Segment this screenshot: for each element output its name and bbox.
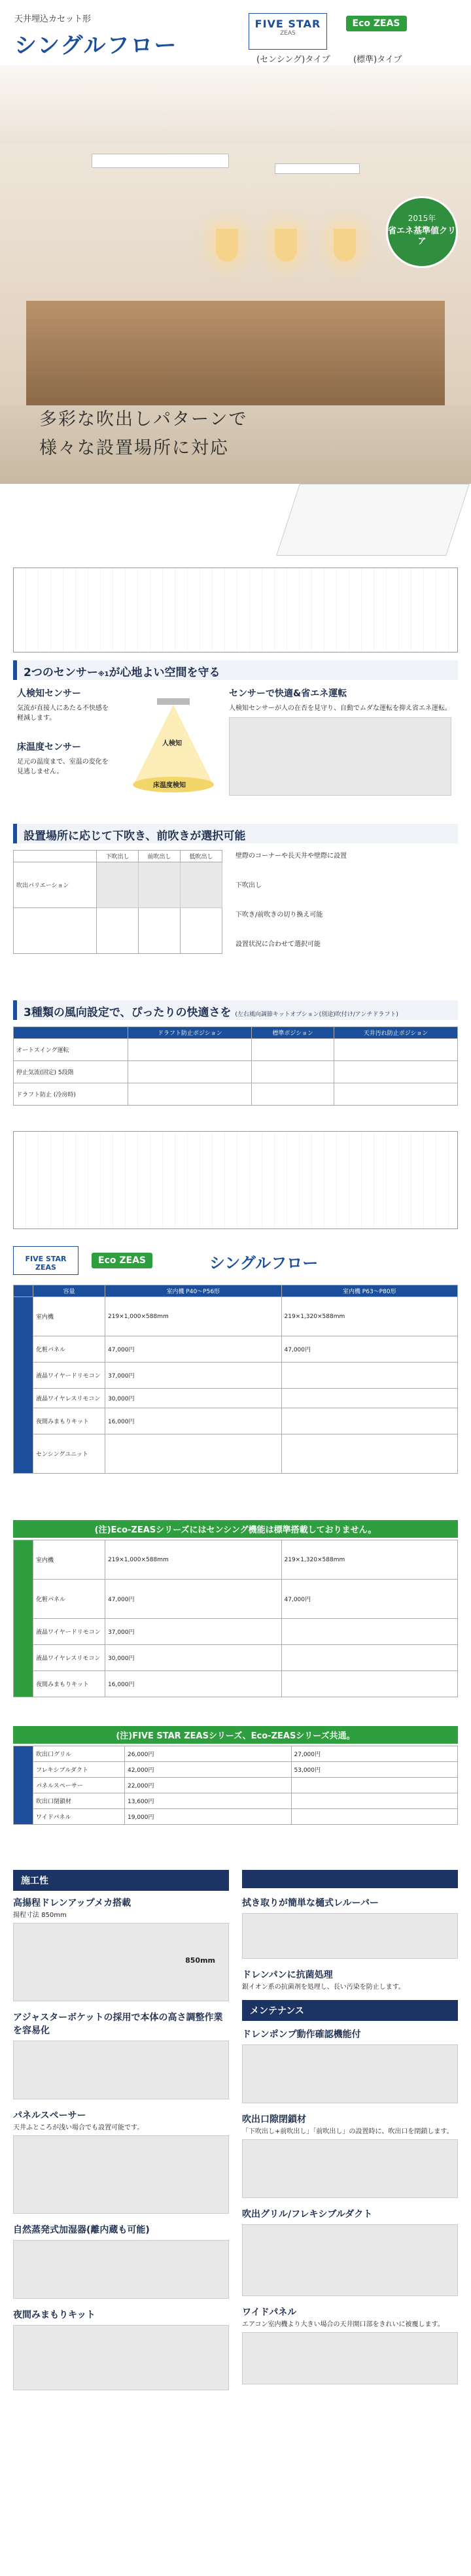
pocket-diagram <box>13 2041 229 2099</box>
direction-table <box>13 850 222 954</box>
flex-diagram <box>242 2224 458 2296</box>
function-grid <box>13 568 458 652</box>
airflow-table <box>13 1026 458 1106</box>
eco-price1a: 47,000円 <box>105 1580 282 1619</box>
opt-pa: 26,000円 <box>125 1746 292 1762</box>
eco-price1b: 47,000円 <box>281 1580 458 1619</box>
spec-header <box>13 1242 458 1281</box>
pendant-lamp <box>216 229 238 262</box>
eco-row-wireless: 液晶ワイヤレスリモコン <box>33 1645 105 1671</box>
ceiling-unit-1 <box>92 154 229 168</box>
eco-zeas-logo <box>340 13 412 50</box>
pt-row-night: 夜間みまもりキット <box>33 1408 105 1434</box>
human-sensor-title: 人検知センサー <box>17 688 81 699</box>
airflow-col-c: 天井汚れ防止ポジション <box>334 1027 458 1039</box>
pt-price3: 30,000円 <box>105 1389 282 1408</box>
pendant-lamp <box>275 229 297 262</box>
pt-capacity: 容量 <box>33 1285 105 1297</box>
auto-title: 自然蒸発式加湿器(離内蔵も可能) <box>13 2225 150 2235</box>
night-diagram <box>13 2325 229 2390</box>
badge-text: 省エネ基準値クリア <box>388 226 457 246</box>
opt-pb: 42,000円 <box>125 1762 292 1778</box>
direction-text-a: 壁際のコーナーや長天井や壁際に設置 <box>236 853 347 860</box>
pt-p63: 室内機 P63〜P80形 <box>281 1285 458 1297</box>
airflow-col-b: 標準ポジション <box>252 1027 334 1039</box>
eco-row-wired: 液晶ワイヤードリモコン <box>33 1619 105 1645</box>
pt-row-wired: 液晶ワイヤードリモコン <box>33 1363 105 1389</box>
category-label: 天井埋込カセット形 <box>14 14 92 24</box>
pumpchk-title: ドレンポンプ動作確認機能付 <box>242 2029 361 2040</box>
opt-pd: 13,600円 <box>125 1793 292 1809</box>
airflow-title: 3種類の風向設定で、ぴったりの快適さを <box>24 1006 232 1019</box>
pendant-lamp <box>334 229 356 262</box>
ceiling-unit-2 <box>275 163 360 174</box>
five-star-logo-text: FIVE STAR <box>254 18 321 30</box>
pt-price2: 37,000円 <box>105 1363 282 1389</box>
opt-pe: 19,000円 <box>125 1809 292 1825</box>
airflow-col-a: ドラフト防止ポジション <box>128 1027 252 1039</box>
opt-pf: 27,000円 <box>291 1746 458 1762</box>
floor-sensor-body: 足元の温度まで、室温の変化を見逃しません。 <box>17 758 109 775</box>
option-bar: (注)FIVE STAR ZEASシリーズ、Eco-ZEASシリーズ共通。 <box>13 1726 458 1744</box>
cell-low <box>181 862 222 908</box>
slogan-line-2: 様々な設置場所に対応 <box>39 438 229 458</box>
sensor-title-a: 2つのセンサー <box>24 666 98 679</box>
product-title: シングルフロー <box>14 33 178 59</box>
row-fixed: 停止気流(固定) 5段階 <box>14 1061 128 1083</box>
opt-grille: 吹出口グリル <box>33 1746 125 1762</box>
opt-wide: ワイドパネル <box>33 1809 125 1825</box>
opt-spacer: パネルスペーサー <box>33 1778 125 1793</box>
spec-title: シングルフロー <box>209 1254 319 1272</box>
pt-side <box>14 1285 33 1297</box>
spec-eco: Eco ZEAS <box>92 1253 152 1268</box>
clean-title: 拭き取りが簡単な樋式レルーバー <box>242 1898 379 1908</box>
floor-sensor-title: 床温度センサー <box>17 742 81 753</box>
pump-diagram <box>13 1923 229 2001</box>
eco-row-panel: 化粧パネル <box>33 1580 105 1619</box>
slogan-line-1: 多彩な吹出しパターンで <box>39 409 248 430</box>
airflow-note: (左右風向調節キットオプション(別途)吹付け/アンチドラフト) <box>235 1011 398 1018</box>
airflow-corner <box>14 1027 128 1039</box>
room-diagram <box>229 717 451 796</box>
unit-illustration <box>276 484 470 556</box>
pt-price1a: 47,000円 <box>105 1336 282 1363</box>
five-star-logo <box>249 13 327 50</box>
night-title: 夜間みまもりキット <box>13 2310 96 2320</box>
panel-body: 天井ふところが浅い場合でも設置可能です。 <box>13 2124 144 2131</box>
eco-dim1: 219×1,000×588mm <box>105 1540 282 1580</box>
grille-body: 「下吹出し+前吹出し」「前吹出し」の設置時に、吹出口を閉鎖します。 <box>242 2128 453 2135</box>
spec-five-star: FIVE STAR ZEAS <box>13 1246 78 1275</box>
pt-price4: 16,000円 <box>105 1408 282 1434</box>
eco-row-body: 室内機 <box>33 1540 105 1580</box>
saving-title: センサーで快適&省エネ運転 <box>229 688 347 699</box>
airflow-section-title <box>13 1000 458 1020</box>
price-table-eco <box>13 1540 458 1697</box>
eco-price4: 16,000円 <box>105 1671 282 1697</box>
human-sensor-body: 気流が直接人にあたる不快感を軽減します。 <box>17 705 109 722</box>
opt-stop: 吹出口閉鎖材 <box>33 1793 125 1809</box>
direction-text-b: 下吹出し <box>236 882 262 889</box>
pt-p40: 室内機 P40〜P56形 <box>105 1285 282 1297</box>
grille-diagram <box>242 2139 458 2198</box>
sensor-floor-label: 床温度検知 <box>153 782 186 789</box>
cell-front <box>139 862 181 908</box>
pt-side-label <box>14 1297 33 1474</box>
pumpchk-diagram <box>242 2044 458 2103</box>
badge-year: 2015年 <box>408 214 436 223</box>
panel-diagram <box>13 2135 229 2214</box>
pt-row-sensor: センシングユニット <box>33 1434 105 1474</box>
hero-slogan <box>39 405 247 463</box>
opt-pg: 53,000円 <box>291 1762 458 1778</box>
pump-title: 高揚程ドレンアップメカ搭載 <box>13 1898 131 1908</box>
pocket-title: アジャスターボケットの採用で本体の高さ調整作業を容易化 <box>13 2012 223 2036</box>
cell-down <box>97 862 139 908</box>
sensor-title-b: が心地よい空間を守る <box>109 666 220 679</box>
wide-title: ワイドパネル <box>242 2307 297 2318</box>
direction-text-d: 設置状況に合わせて選択可能 <box>236 941 321 948</box>
col-down: 下吹出し <box>97 851 139 862</box>
auto-diagram <box>13 2240 229 2299</box>
wide-diagram <box>242 2332 458 2384</box>
spec-grid <box>13 1131 458 1229</box>
col-low: 低吹出し <box>181 851 222 862</box>
sensor-section-title <box>13 660 458 680</box>
standard-type-caption: (標準)タイプ <box>353 55 402 65</box>
saving-body: 人検知センサーが人の在否を見守り、自動でムダな運転を抑え省エネ運転。 <box>229 705 451 712</box>
eco-row-night: 夜間みまもりキット <box>33 1671 105 1697</box>
pt-row-panel: 化粧パネル <box>33 1336 105 1363</box>
direction-text-c: 下吹き/前吹きの切り換え可能 <box>236 911 323 919</box>
sensor-title-note: ※1 <box>97 671 109 678</box>
option-table <box>13 1746 458 1825</box>
flex-title: 吹出グリル/フレキシブルダクト <box>242 2209 373 2220</box>
five-star-logo-sub: ZEAS <box>280 30 296 37</box>
construct-header: 施工性 <box>13 1870 229 1891</box>
eco-bar: (注)Eco-ZEASシリーズにはセンシング機能は標準搭載しておりません。 <box>13 1520 458 1538</box>
pump-dim: 850mm <box>185 1956 215 1965</box>
wide-body: エアコン室内機より大きい場合の天井開口部をきれいに被覆します。 <box>242 2321 444 2328</box>
energy-badge <box>386 196 458 268</box>
panel-title: パネルスペーサー <box>13 2110 86 2121</box>
maint-header: メンテナンス <box>242 2000 458 2021</box>
pt-dim2: 219×1,320×588mm <box>281 1297 458 1336</box>
header <box>0 0 471 65</box>
sensor-center-label: 人検知 <box>162 740 182 747</box>
pt-row-wireless: 液晶ワイヤレスリモコン <box>33 1389 105 1408</box>
pt-row-body: 室内機 <box>33 1297 105 1336</box>
eco-dim2: 219×1,320×588mm <box>281 1540 458 1580</box>
row-draft: ドラフト防止 (冷房時) <box>14 1083 128 1106</box>
grille-title: 吹出口隙閉鎖材 <box>242 2114 306 2125</box>
opt-duct: フレキシブルダクト <box>33 1762 125 1778</box>
hero-ceiling <box>0 65 471 144</box>
direction-section-title: 設置場所に応じて下吹き、前吹きが選択可能 <box>13 824 458 843</box>
eco-price2: 37,000円 <box>105 1619 282 1645</box>
pt-dim1: 219×1,000×588mm <box>105 1297 282 1336</box>
pump-note: 揚程寸法 850mm <box>13 1912 67 1919</box>
drain-body: 銀イオン系の抗菌剤を処理し、長い汚染を防止します。 <box>242 1984 405 1991</box>
bar-counter <box>26 301 445 405</box>
eco-zeas-logo-text: Eco ZEAS <box>346 16 407 31</box>
pt-price1b: 47,000円 <box>281 1336 458 1363</box>
right-header-bar <box>242 1870 458 1888</box>
direction-corner <box>14 851 97 862</box>
eco-price3: 30,000円 <box>105 1645 282 1671</box>
opt-pc: 22,000円 <box>125 1778 292 1793</box>
opt-side <box>14 1746 33 1825</box>
row-auto: オートスイング運転 <box>14 1039 128 1061</box>
eco-side <box>14 1540 33 1697</box>
col-front: 前吹出し <box>139 851 181 862</box>
price-table-five-star <box>13 1285 458 1474</box>
row-label: 吹出パリエーション <box>14 862 97 908</box>
drain-title: ドレンパンに抗菌処理 <box>242 1970 333 1980</box>
clean-diagram <box>242 1913 458 1959</box>
sensing-type-caption: (センシング)タイプ <box>256 55 330 65</box>
